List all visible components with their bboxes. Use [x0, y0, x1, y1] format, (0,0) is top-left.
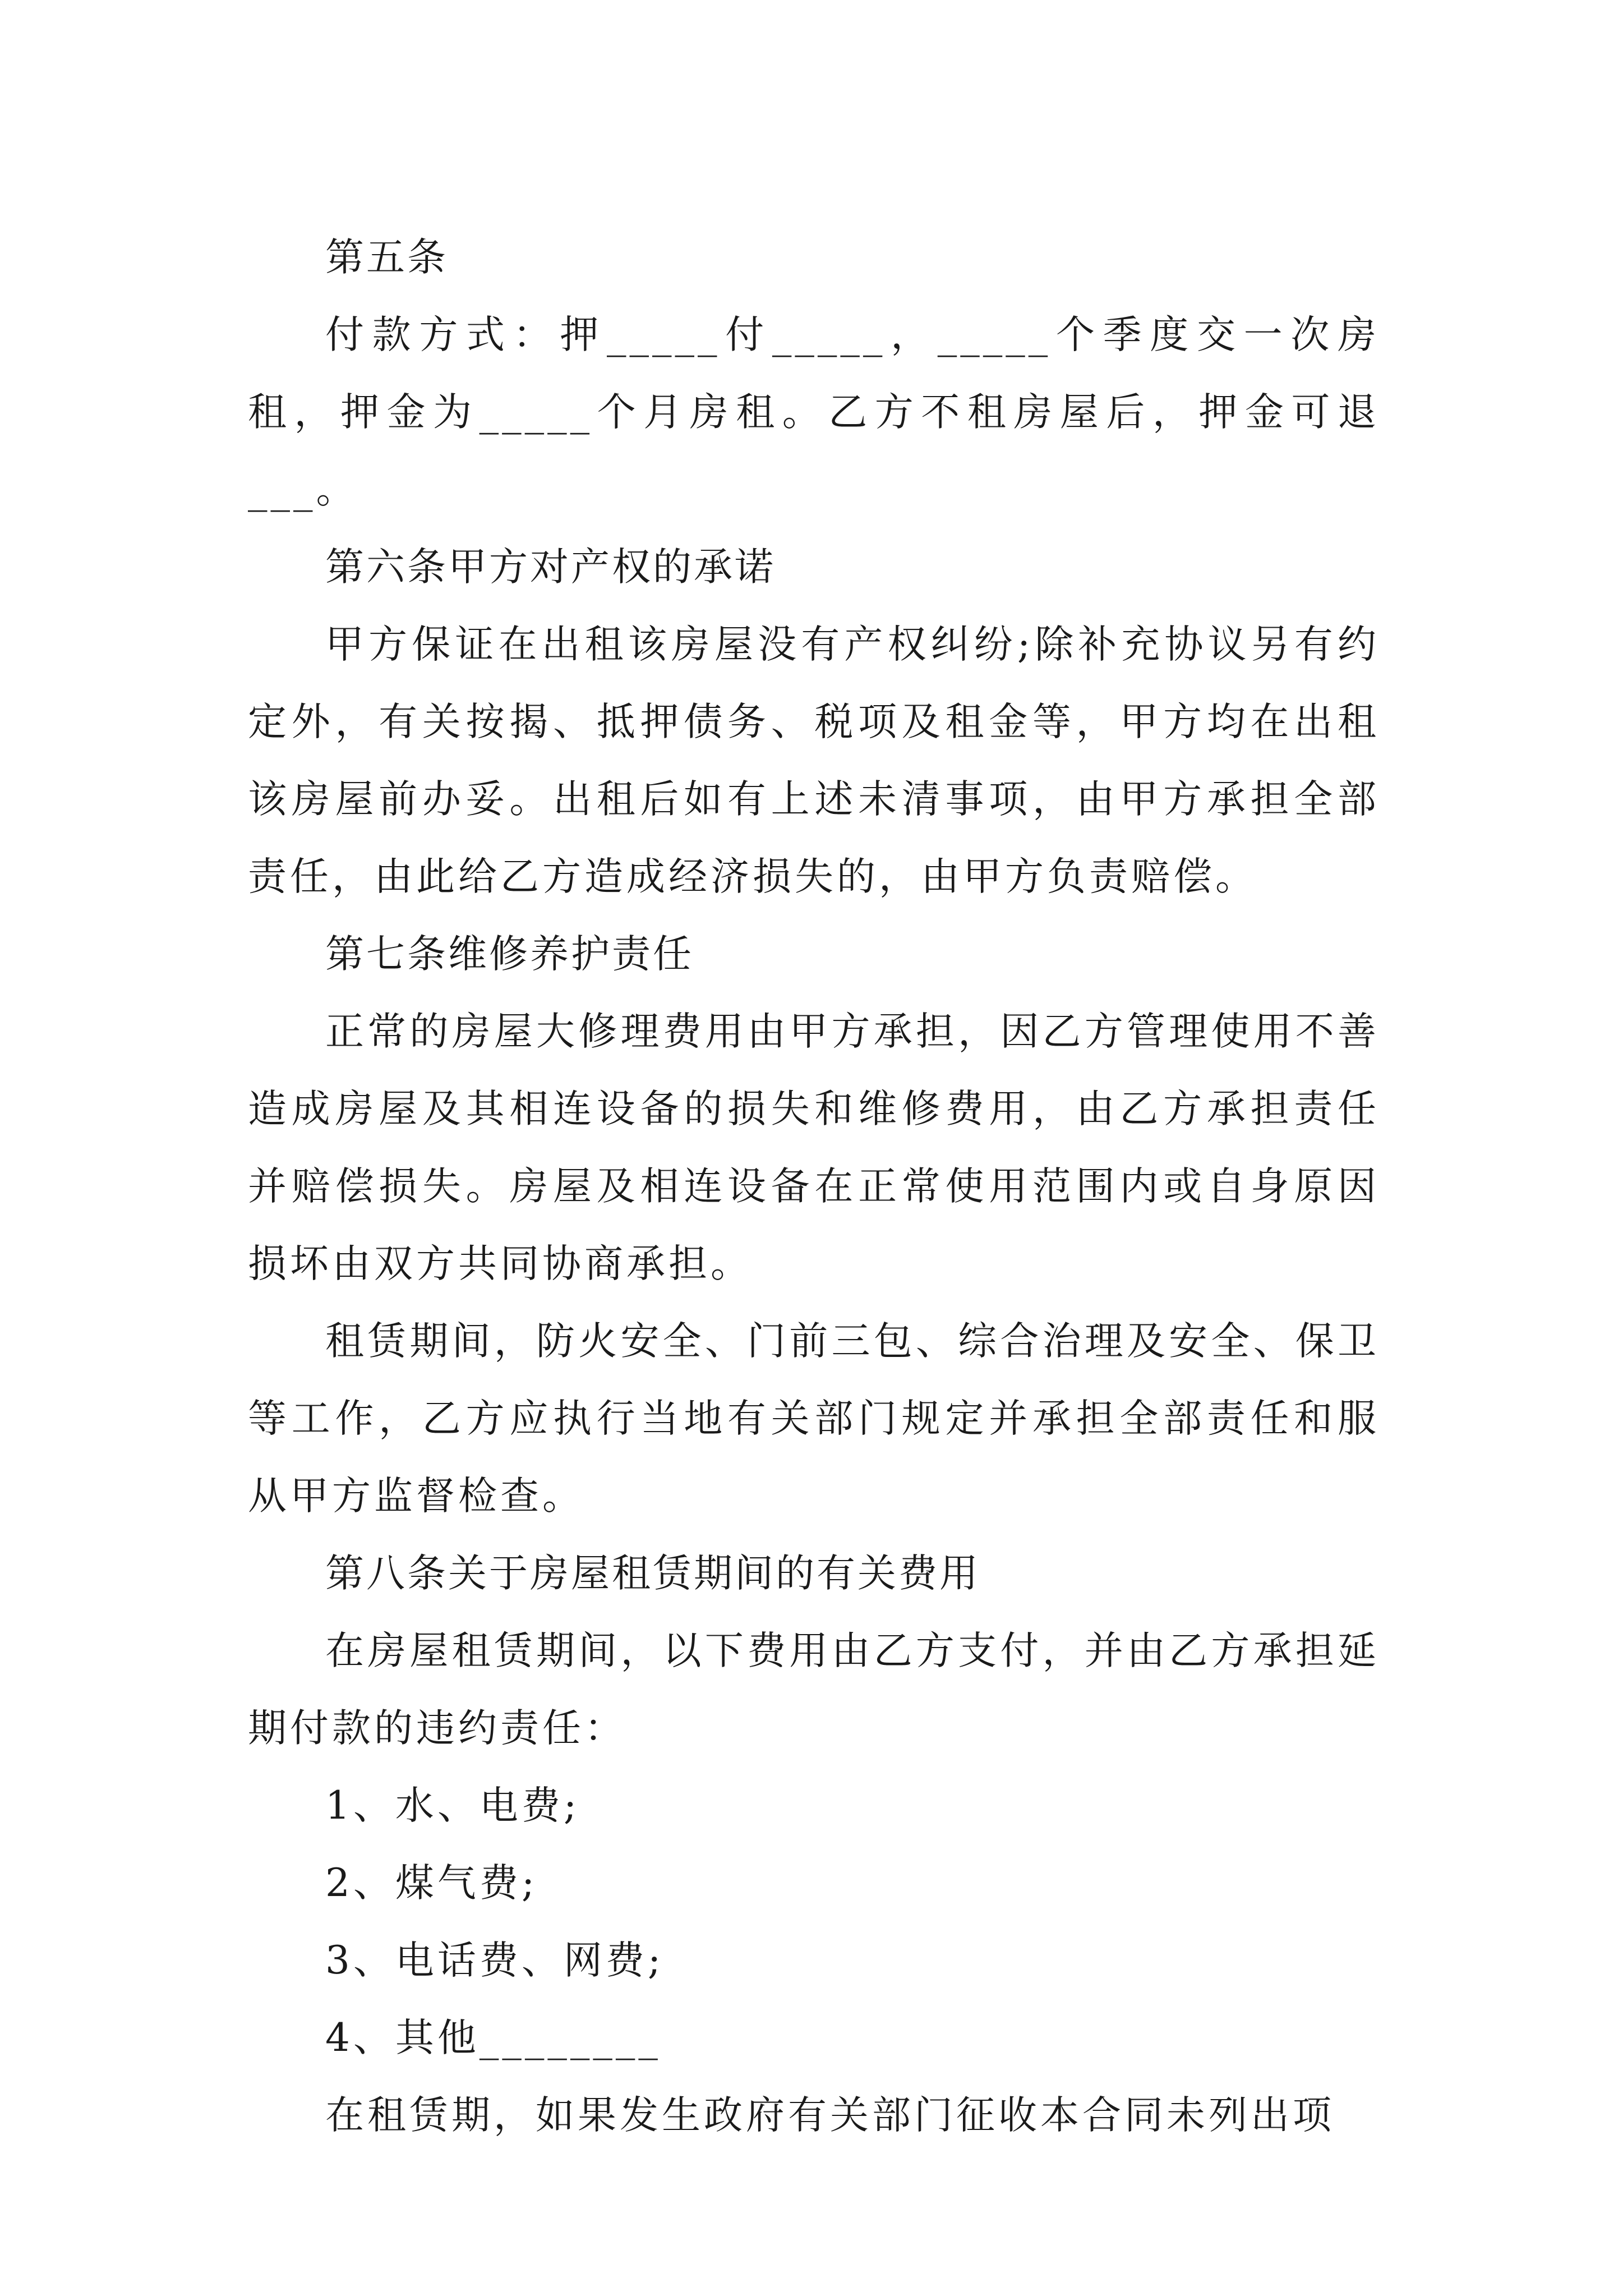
property-rights-paragraph: 甲方保证在出租该房屋没有产权纠纷;除补充协议另有约定外，有关按揭、抵押债务、税项及租金等，甲方均在出租该房屋前办妥。出租后如有上述未清事项，由甲方承担全部责任，由此给乙方造成经济损失的，由甲方负责赔偿。	[248, 622, 1380, 899]
document-page	[248, 219, 1380, 2154]
fee-item-4: 4、其他________	[325, 2016, 661, 2060]
government-fees-paragraph: 在租赁期，如果发生政府有关部门征收本合同未列出项	[325, 2093, 1335, 2138]
fee-item-2: 2、煤气费;	[325, 1861, 538, 1906]
article-7-heading: 第七条维修养护责任	[325, 932, 694, 977]
safety-paragraph: 租赁期间，防火安全、门前三包、综合治理及安全、保卫等工作，乙方应执行当地有关部门规定并承担全部责任和服从甲方监督检查。	[248, 1319, 1380, 1519]
fee-item-1: 1、水、电费;	[325, 1783, 580, 1828]
fees-intro-paragraph: 在房屋租赁期间，以下费用由乙方支付，并由乙方承担延期付款的违约责任：	[248, 1628, 1380, 1751]
payment-terms-paragraph: 付款方式：押_____付_____，_____个季度交一次房租，押金为_____个月房租。乙方不租房屋后，押金可退___。	[248, 312, 1380, 512]
article-8-heading: 第八条关于房屋租赁期间的有关费用	[325, 1551, 980, 1596]
maintenance-paragraph: 正常的房屋大修理费用由甲方承担，因乙方管理使用不善造成房屋及其相连设备的损失和维修费用，由乙方承担责任并赔偿损失。房屋及相连设备在正常使用范围内或自身原因损坏由双方共同协商承担。	[248, 1009, 1380, 1286]
fee-item-3: 3、电话费、网费;	[325, 1938, 665, 1983]
article-6-heading: 第六条甲方对产权的承诺	[325, 545, 776, 590]
article-5-heading: 第五条	[325, 235, 448, 280]
